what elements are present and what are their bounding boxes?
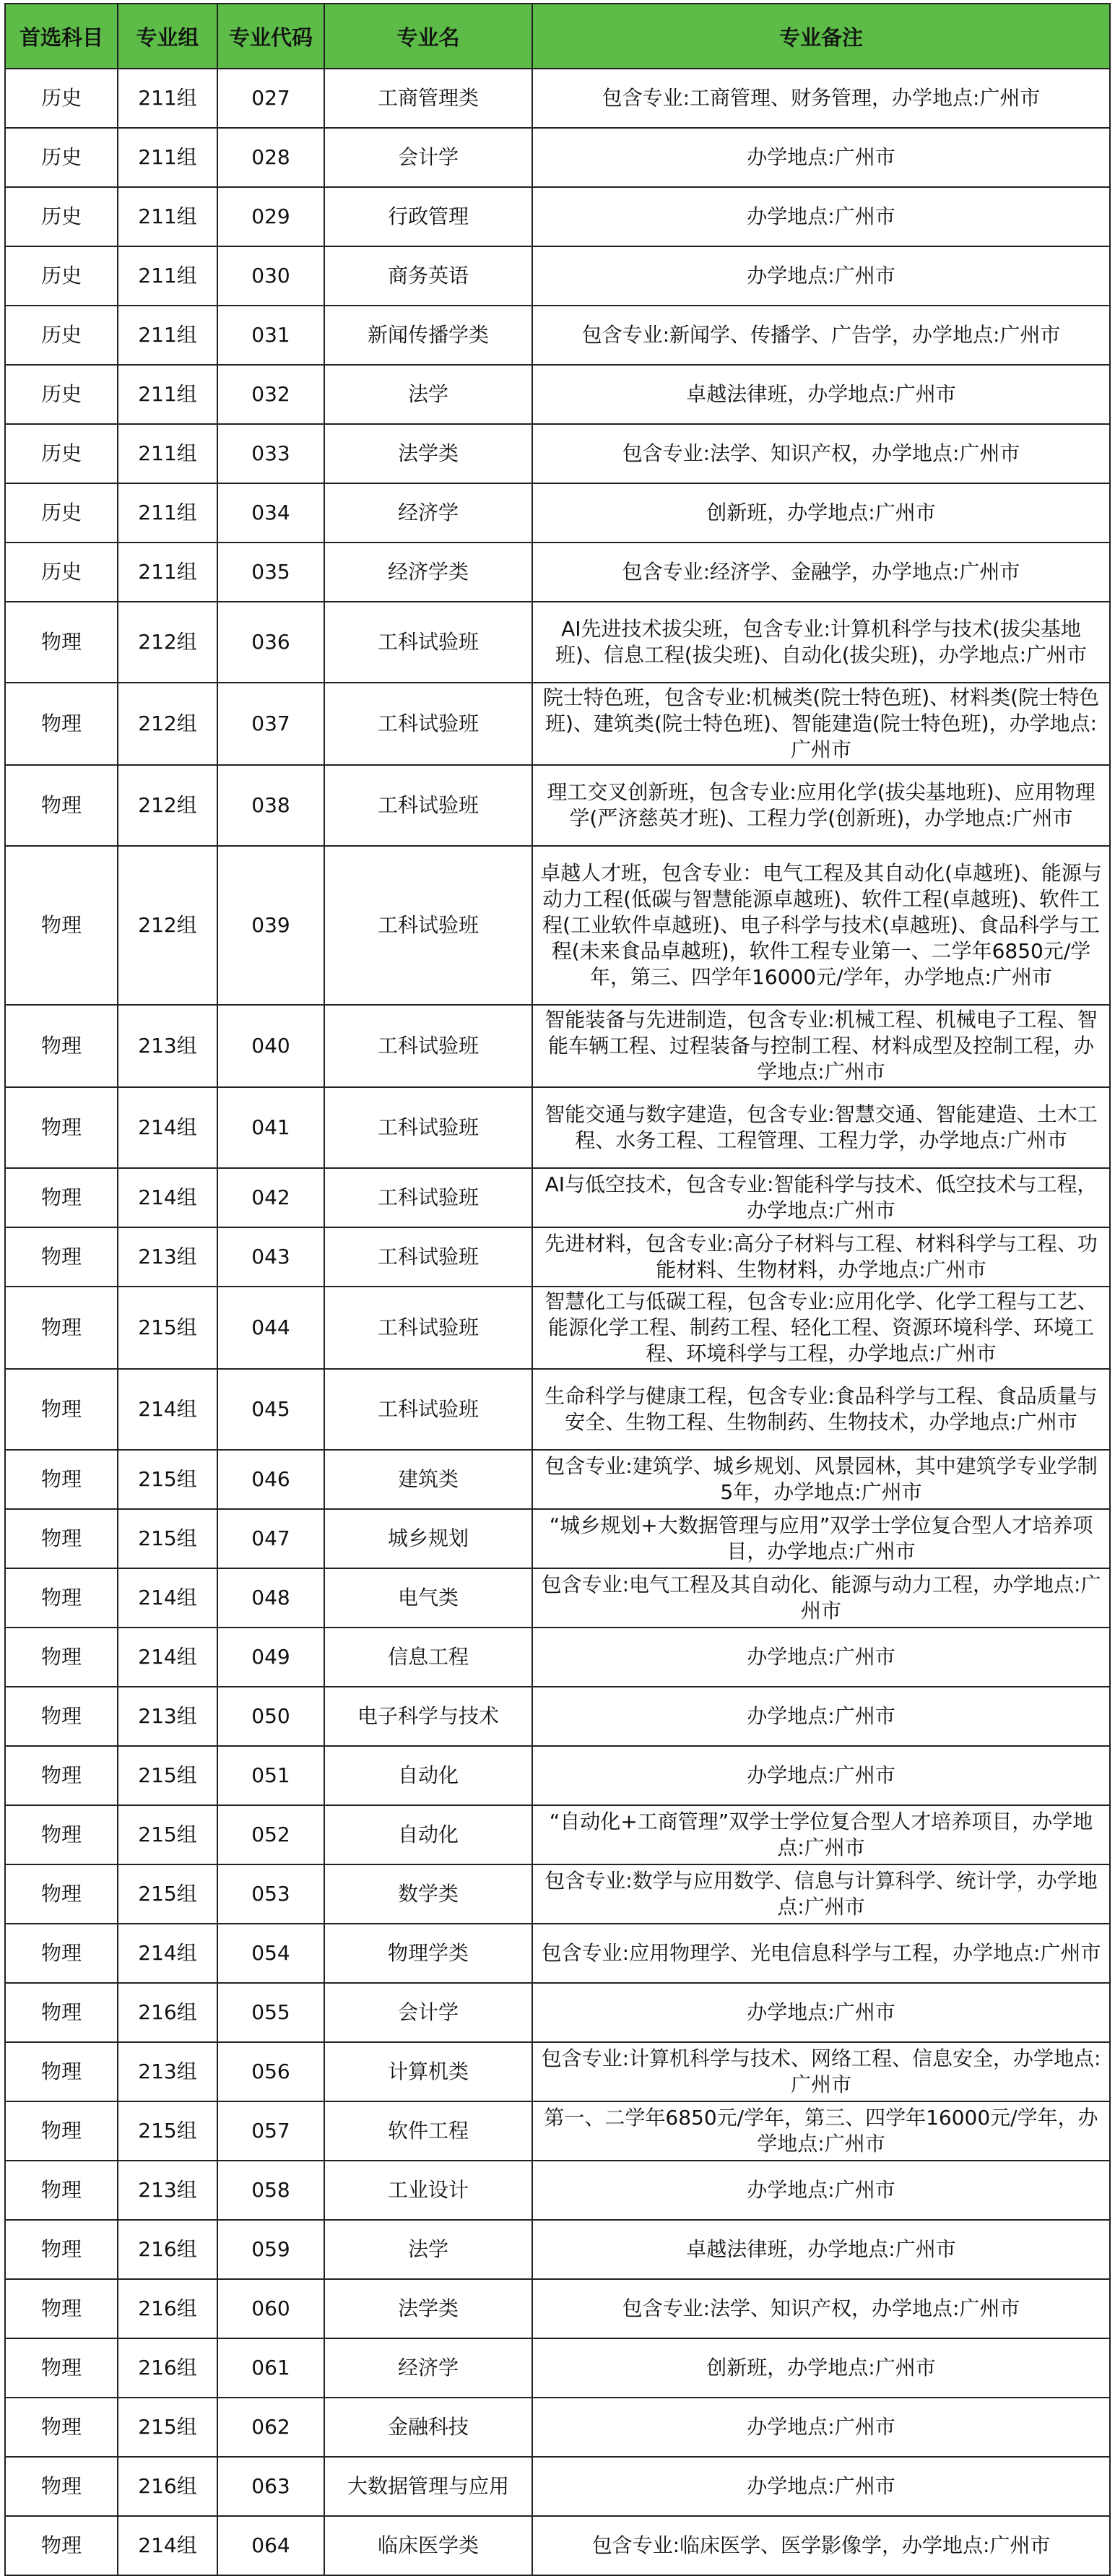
table-row: [5, 1687, 1110, 1746]
cell-code: 033: [217, 424, 324, 483]
cell-code: 062: [217, 2398, 324, 2457]
cell-subject: 物理: [5, 602, 118, 683]
table-row: [5, 543, 1110, 602]
cell-subject: 物理: [5, 2398, 118, 2457]
cell-subject: 物理: [5, 2516, 118, 2575]
cell-subject: 物理: [5, 1687, 118, 1746]
cell-code: 030: [217, 246, 324, 306]
cell-name: 工科试验班: [324, 1287, 532, 1369]
cell-subject: 物理: [5, 683, 118, 765]
cell-subject: 物理: [5, 2279, 118, 2338]
cell-group: 214组: [118, 1924, 217, 1983]
table-row: [5, 306, 1110, 365]
cell-code: 036: [217, 602, 324, 683]
table-row: [5, 2161, 1110, 2220]
cell-code: 045: [217, 1369, 324, 1450]
cell-note: 卓越法律班，办学地点:广州市: [532, 2220, 1110, 2279]
cell-subject: 物理: [5, 1628, 118, 1687]
cell-subject: 历史: [5, 543, 118, 602]
cell-name: 自动化: [324, 1746, 532, 1805]
cell-group: 214组: [118, 1087, 217, 1168]
cell-name: 电气类: [324, 1568, 532, 1628]
cell-note: 第一、二学年6850元/学年，第三、四学年16000元/学年，办学地点:广州市: [532, 2101, 1110, 2161]
cell-group: 215组: [118, 1509, 217, 1568]
cell-code: 061: [217, 2338, 324, 2398]
cell-subject: 物理: [5, 2338, 118, 2398]
cell-code: 052: [217, 1805, 324, 1864]
cell-subject: 历史: [5, 69, 118, 128]
cell-code: 063: [217, 2457, 324, 2516]
cell-note: 包含专业:临床医学、医学影像学，办学地点:广州市: [532, 2516, 1110, 2575]
header-group: 专业组: [118, 4, 217, 69]
table-row: [5, 683, 1110, 765]
cell-group: 211组: [118, 424, 217, 483]
cell-code: 037: [217, 683, 324, 765]
cell-code: 027: [217, 69, 324, 128]
cell-code: 055: [217, 1983, 324, 2042]
table-row: [5, 1287, 1110, 1369]
cell-subject: 物理: [5, 1450, 118, 1509]
cell-note: 包含专业:新闻学、传播学、广告学，办学地点:广州市: [532, 306, 1110, 365]
cell-group: 213组: [118, 2161, 217, 2220]
cell-note: 包含专业:电气工程及其自动化、能源与动力工程，办学地点:广州市: [532, 1568, 1110, 1628]
cell-name: 工科试验班: [324, 683, 532, 765]
cell-note: 理工交叉创新班，包含专业:应用化学(拔尖基地班)、应用物理学(严济慈英才班)、工程力学(创新班)，办学地点:广州市: [532, 765, 1110, 846]
cell-note: 包含专业:计算机科学与技术、网络工程、信息安全，办学地点:广州市: [532, 2042, 1110, 2101]
cell-group: 213组: [118, 1005, 217, 1087]
cell-subject: 物理: [5, 1287, 118, 1369]
header-note: 专业备注: [532, 4, 1110, 69]
cell-name: 数学类: [324, 1864, 532, 1924]
cell-subject: 物理: [5, 2042, 118, 2101]
table-row: [5, 1746, 1110, 1805]
cell-code: 031: [217, 306, 324, 365]
cell-subject: 物理: [5, 846, 118, 1005]
table-row: [5, 365, 1110, 424]
cell-name: 工科试验班: [324, 846, 532, 1005]
cell-note: 生命科学与健康工程，包含专业:食品科学与工程、食品质量与安全、生物工程、生物制药、生物技术，办学地点:广州市: [532, 1369, 1110, 1450]
cell-code: 060: [217, 2279, 324, 2338]
cell-name: 信息工程: [324, 1628, 532, 1687]
cell-note: 包含专业:数学与应用数学、信息与计算科学、统计学，办学地点:广州市: [532, 1864, 1110, 1924]
cell-group: 214组: [118, 1369, 217, 1450]
header-code: 专业代码: [217, 4, 324, 69]
cell-note: 办学地点:广州市: [532, 128, 1110, 187]
cell-group: 211组: [118, 246, 217, 306]
cell-group: 216组: [118, 2279, 217, 2338]
cell-note: 包含专业:应用物理学、光电信息科学与工程，办学地点:广州市: [532, 1924, 1110, 1983]
table-row: [5, 1005, 1110, 1087]
cell-name: 工科试验班: [324, 1087, 532, 1168]
cell-code: 042: [217, 1168, 324, 1227]
cell-note: “城乡规划+大数据管理与应用”双学士学位复合型人才培养项目，办学地点:广州市: [532, 1509, 1110, 1568]
cell-subject: 物理: [5, 1369, 118, 1450]
cell-subject: 历史: [5, 424, 118, 483]
cell-code: 041: [217, 1087, 324, 1168]
cell-code: 059: [217, 2220, 324, 2279]
cell-code: 032: [217, 365, 324, 424]
cell-group: 214组: [118, 1168, 217, 1227]
cell-note: 先进材料，包含专业:高分子材料与工程、材料科学与工程、功能材料、生物材料，办学地点:广州市: [532, 1227, 1110, 1287]
cell-subject: 物理: [5, 1983, 118, 2042]
table-row: [5, 2457, 1110, 2516]
cell-code: 043: [217, 1227, 324, 1287]
table-row: [5, 2220, 1110, 2279]
cell-note: 智能交通与数字建造，包含专业:智慧交通、智能建造、土木工程、水务工程、工程管理、工程力学，办学地点:广州市: [532, 1087, 1110, 1168]
cell-subject: 历史: [5, 365, 118, 424]
table-row: [5, 1450, 1110, 1509]
header-row: [5, 4, 1110, 69]
cell-code: 047: [217, 1509, 324, 1568]
table-row: [5, 1864, 1110, 1924]
cell-subject: 物理: [5, 2457, 118, 2516]
table-row: [5, 246, 1110, 306]
table-row: [5, 1628, 1110, 1687]
cell-group: 216组: [118, 2220, 217, 2279]
cell-note: 包含专业:经济学、金融学，办学地点:广州市: [532, 543, 1110, 602]
cell-group: 216组: [118, 1983, 217, 2042]
cell-subject: 物理: [5, 1168, 118, 1227]
cell-subject: 物理: [5, 1864, 118, 1924]
cell-group: 213组: [118, 2042, 217, 2101]
cell-group: 212组: [118, 846, 217, 1005]
cell-note: 卓越人才班，包含专业：电气工程及其自动化(卓越班)、能源与动力工程(低碳与智慧能源卓越班)、软件工程(卓越班)、软件工程(工业软件卓越班)、电子科学与技术(卓越班)、食品科学与工程(未来食品卓越班)，软件工程专业第一、二学年6850元/学年，第三、四学年16000元/学年，办学地点:广州市: [532, 846, 1110, 1005]
table-row: [5, 2516, 1110, 2575]
cell-group: 211组: [118, 543, 217, 602]
cell-group: 215组: [118, 2398, 217, 2457]
cell-code: 038: [217, 765, 324, 846]
cell-group: 215组: [118, 1805, 217, 1864]
cell-note: 办学地点:广州市: [532, 2398, 1110, 2457]
table-row: [5, 1087, 1110, 1168]
cell-code: 053: [217, 1864, 324, 1924]
cell-subject: 物理: [5, 1509, 118, 1568]
cell-note: 包含专业:法学、知识产权，办学地点:广州市: [532, 2279, 1110, 2338]
cell-name: 物理学类: [324, 1924, 532, 1983]
cell-name: 工科试验班: [324, 1168, 532, 1227]
cell-group: 214组: [118, 1568, 217, 1628]
cell-name: 会计学: [324, 128, 532, 187]
major-table: [4, 3, 1111, 2576]
cell-name: 经济学: [324, 2338, 532, 2398]
cell-group: 216组: [118, 2338, 217, 2398]
cell-subject: 物理: [5, 1746, 118, 1805]
cell-note: 创新班，办学地点:广州市: [532, 483, 1110, 543]
cell-note: 卓越法律班，办学地点:广州市: [532, 365, 1110, 424]
table-row: [5, 602, 1110, 683]
cell-group: 211组: [118, 187, 217, 246]
cell-name: 大数据管理与应用: [324, 2457, 532, 2516]
header-name: 专业名: [324, 4, 532, 69]
cell-group: 215组: [118, 1287, 217, 1369]
cell-code: 028: [217, 128, 324, 187]
table-row: [5, 483, 1110, 543]
cell-code: 048: [217, 1568, 324, 1628]
cell-name: 计算机类: [324, 2042, 532, 2101]
cell-note: 办学地点:广州市: [532, 2457, 1110, 2516]
cell-group: 212组: [118, 765, 217, 846]
cell-name: 商务英语: [324, 246, 532, 306]
cell-group: 215组: [118, 2101, 217, 2161]
cell-group: 215组: [118, 1864, 217, 1924]
cell-group: 211组: [118, 69, 217, 128]
cell-group: 212组: [118, 683, 217, 765]
cell-subject: 物理: [5, 1227, 118, 1287]
cell-note: 创新班，办学地点:广州市: [532, 2338, 1110, 2398]
cell-group: 211组: [118, 306, 217, 365]
cell-subject: 物理: [5, 765, 118, 846]
cell-name: 法学类: [324, 424, 532, 483]
cell-code: 051: [217, 1746, 324, 1805]
cell-code: 040: [217, 1005, 324, 1087]
cell-group: 211组: [118, 365, 217, 424]
table-row: [5, 2338, 1110, 2398]
table-row: [5, 765, 1110, 846]
cell-name: 新闻传播学类: [324, 306, 532, 365]
header-subject: 首选科目: [5, 4, 118, 69]
cell-name: 经济学类: [324, 543, 532, 602]
cell-note: 办学地点:广州市: [532, 1746, 1110, 1805]
cell-subject: 物理: [5, 1924, 118, 1983]
cell-name: 自动化: [324, 1805, 532, 1864]
cell-code: 039: [217, 846, 324, 1005]
cell-group: 213组: [118, 1227, 217, 1287]
cell-subject: 历史: [5, 246, 118, 306]
cell-note: “自动化+工商管理”双学士学位复合型人才培养项目，办学地点:广州市: [532, 1805, 1110, 1864]
cell-subject: 物理: [5, 1087, 118, 1168]
table-row: [5, 1805, 1110, 1864]
cell-group: 211组: [118, 128, 217, 187]
cell-name: 工科试验班: [324, 1005, 532, 1087]
cell-subject: 历史: [5, 187, 118, 246]
cell-name: 会计学: [324, 1983, 532, 2042]
cell-subject: 历史: [5, 128, 118, 187]
cell-code: 029: [217, 187, 324, 246]
cell-subject: 物理: [5, 1005, 118, 1087]
table-row: [5, 1168, 1110, 1227]
cell-note: 办学地点:广州市: [532, 1628, 1110, 1687]
cell-note: 办学地点:广州市: [532, 246, 1110, 306]
table-body: [5, 69, 1110, 2575]
cell-note: 办学地点:广州市: [532, 1983, 1110, 2042]
cell-code: 046: [217, 1450, 324, 1509]
table-row: [5, 69, 1110, 128]
cell-code: 044: [217, 1287, 324, 1369]
cell-subject: 物理: [5, 1805, 118, 1864]
cell-name: 工商管理类: [324, 69, 532, 128]
cell-name: 工科试验班: [324, 1227, 532, 1287]
cell-code: 064: [217, 2516, 324, 2575]
cell-code: 050: [217, 1687, 324, 1746]
cell-note: 智慧化工与低碳工程，包含专业:应用化学、化学工程与工艺、能源化学工程、制药工程、轻化工程、资源环境科学、环境工程、环境科学与工程，办学地点:广州市: [532, 1287, 1110, 1369]
table-row: [5, 2101, 1110, 2161]
cell-group: 212组: [118, 602, 217, 683]
cell-name: 行政管理: [324, 187, 532, 246]
cell-group: 214组: [118, 2516, 217, 2575]
cell-name: 工科试验班: [324, 602, 532, 683]
table-row: [5, 1924, 1110, 1983]
table-row: [5, 1227, 1110, 1287]
cell-code: 054: [217, 1924, 324, 1983]
cell-code: 057: [217, 2101, 324, 2161]
cell-group: 215组: [118, 1746, 217, 1805]
cell-code: 034: [217, 483, 324, 543]
cell-group: 214组: [118, 1628, 217, 1687]
cell-group: 215组: [118, 1450, 217, 1509]
cell-name: 法学类: [324, 2279, 532, 2338]
table-row: [5, 187, 1110, 246]
cell-note: 院士特色班，包含专业:机械类(院士特色班)、材料类(院士特色班)、建筑类(院士特色班)、智能建造(院士特色班)，办学地点:广州市: [532, 683, 1110, 765]
cell-name: 建筑类: [324, 1450, 532, 1509]
cell-name: 法学: [324, 2220, 532, 2279]
cell-code: 058: [217, 2161, 324, 2220]
cell-subject: 物理: [5, 2220, 118, 2279]
cell-subject: 历史: [5, 483, 118, 543]
cell-name: 经济学: [324, 483, 532, 543]
table-row: [5, 1568, 1110, 1628]
cell-note: AI先进技术拔尖班，包含专业:计算机科学与技术(拔尖基地班)、信息工程(拔尖班)、自动化(拔尖班)，办学地点:广州市: [532, 602, 1110, 683]
table-row: [5, 1983, 1110, 2042]
cell-group: 216组: [118, 2457, 217, 2516]
cell-subject: 物理: [5, 2161, 118, 2220]
table-row: [5, 2279, 1110, 2338]
cell-name: 临床医学类: [324, 2516, 532, 2575]
cell-note: 办学地点:广州市: [532, 1687, 1110, 1746]
table-row: [5, 1509, 1110, 1568]
table-row: [5, 846, 1110, 1005]
cell-subject: 历史: [5, 306, 118, 365]
table-row: [5, 1369, 1110, 1450]
cell-name: 法学: [324, 365, 532, 424]
table-row: [5, 128, 1110, 187]
cell-name: 城乡规划: [324, 1509, 532, 1568]
cell-name: 电子科学与技术: [324, 1687, 532, 1746]
table-row: [5, 2042, 1110, 2101]
cell-note: AI与低空技术，包含专业:智能科学与技术、低空技术与工程，办学地点:广州市: [532, 1168, 1110, 1227]
cell-code: 035: [217, 543, 324, 602]
cell-name: 工业设计: [324, 2161, 532, 2220]
cell-code: 056: [217, 2042, 324, 2101]
cell-name: 工科试验班: [324, 765, 532, 846]
cell-subject: 物理: [5, 1568, 118, 1628]
cell-note: 办学地点:广州市: [532, 187, 1110, 246]
cell-subject: 物理: [5, 2101, 118, 2161]
table-row: [5, 424, 1110, 483]
cell-name: 工科试验班: [324, 1369, 532, 1450]
table-row: [5, 2398, 1110, 2457]
cell-note: 包含专业:法学、知识产权，办学地点:广州市: [532, 424, 1110, 483]
cell-name: 软件工程: [324, 2101, 532, 2161]
cell-note: 包含专业:建筑学、城乡规划、风景园林，其中建筑学专业学制5年，办学地点:广州市: [532, 1450, 1110, 1509]
cell-group: 211组: [118, 483, 217, 543]
cell-name: 金融科技: [324, 2398, 532, 2457]
cell-note: 智能装备与先进制造，包含专业:机械工程、机械电子工程、智能车辆工程、过程装备与控制工程、材料成型及控制工程，办学地点:广州市: [532, 1005, 1110, 1087]
cell-group: 213组: [118, 1687, 217, 1746]
cell-note: 包含专业:工商管理、财务管理，办学地点:广州市: [532, 69, 1110, 128]
cell-code: 049: [217, 1628, 324, 1687]
cell-note: 办学地点:广州市: [532, 2161, 1110, 2220]
